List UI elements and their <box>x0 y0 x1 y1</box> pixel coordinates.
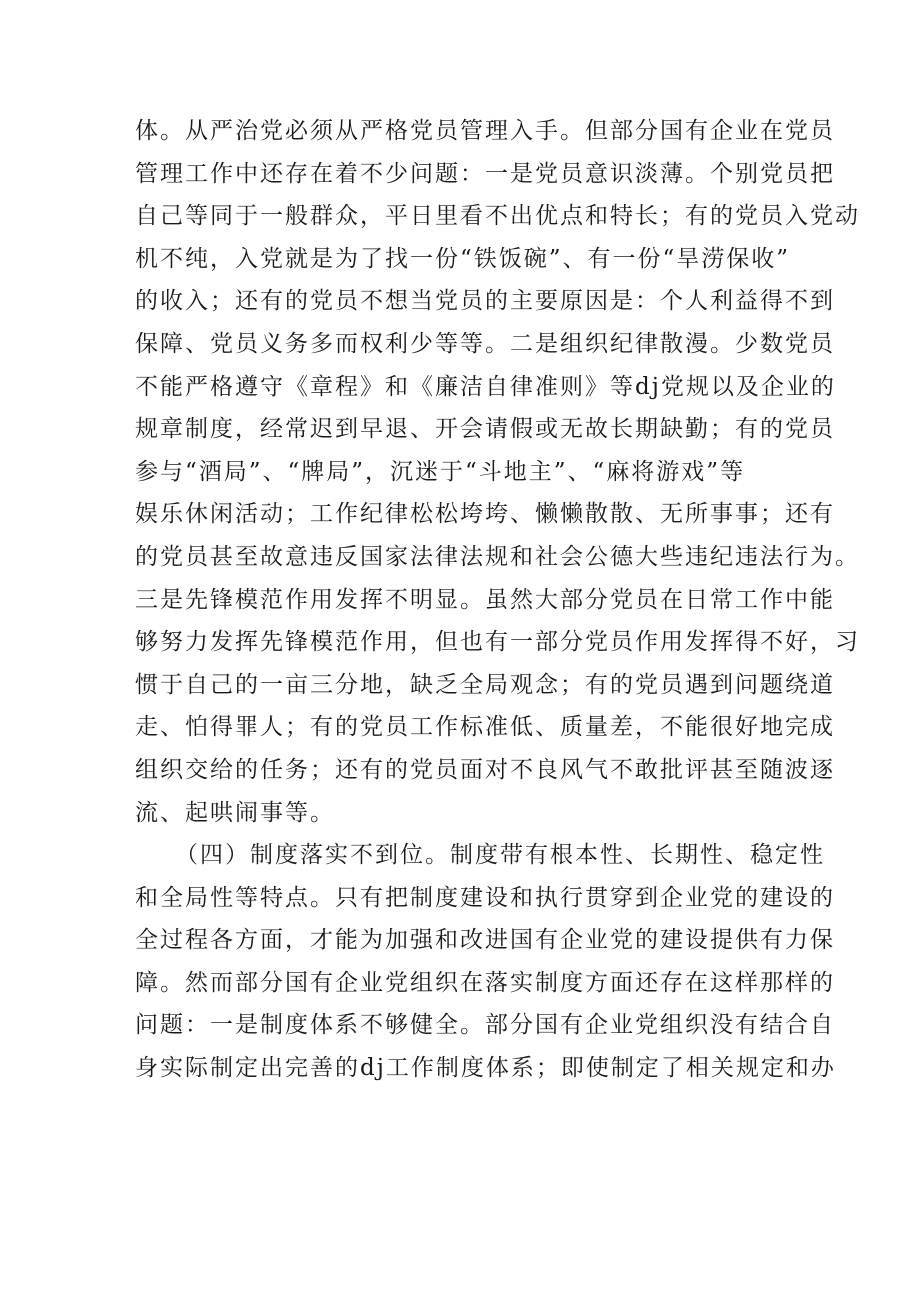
text-line: 流、起哄闹事等。 <box>135 799 335 826</box>
text-line: 走、怕得罪人；有的党员工作标准低、质量差，不能很好地完成 <box>135 714 835 741</box>
text-line: 身实际制定出完善的dj工作制度体系；即使制定了相关规定和办 <box>135 1055 836 1082</box>
text-line: 三是先锋模范作用发挥不明显。虽然大部分党员在日常工作中能 <box>135 586 835 613</box>
text-line: 娱乐休闲活动；工作纪律松松垮垮、懒懒散散、无所事事；还有 <box>135 501 835 528</box>
text-line: 参与“酒局”、“牌局”，沉迷于“斗地主”、“麻将游戏”等 <box>135 458 746 485</box>
text-line: 惯于自己的一亩三分地，缺乏全局观念；有的党员遇到问题绕道 <box>135 671 835 698</box>
text-line: 自己等同于一般群众，平日里看不出优点和特长；有的党员入党动 <box>135 203 860 230</box>
body-text <box>135 110 860 1090</box>
text-line: 规章制度，经常迟到早退、开会请假或无故长期缺勤；有的党员 <box>135 416 835 443</box>
section-heading-line: （四）制度落实不到位。制度带有根本性、长期性、稳定性 <box>175 842 825 869</box>
text-line: 管理工作中还存在着不少问题：一是党员意识淡薄。个别党员把 <box>135 160 835 187</box>
text-line: 保障、党员义务多而权利少等等。二是组织纪律散漫。少数党员 <box>135 330 835 357</box>
text-line: 体。从严治党必须从严格党员管理入手。但部分国有企业在党员 <box>135 118 835 144</box>
text-line: 的党员甚至故意违反国家法律法规和社会公德大些违纪违法行为。 <box>135 543 860 570</box>
text-line: 组织交给的任务；还有的党员面对不良风气不敢批评甚至随波逐 <box>135 756 835 783</box>
text-line: 的收入；还有的党员不想当党员的主要原因是：个人利益得不到 <box>135 288 835 315</box>
text-line: 机不纯，入党就是为了找一份“铁饭碗”、有一份“旱涝保收” <box>135 245 791 272</box>
text-line: 和全局性等特点。只有把制度建设和执行贯穿到企业党的建设的 <box>135 884 835 911</box>
text-line: 不能严格遵守《章程》和《廉洁自律准则》等dj党规以及企业的 <box>135 373 836 400</box>
text-line: 够努力发挥先锋模范作用，但也有一部分党员作用发挥得不好，习 <box>135 629 860 656</box>
text-line: 障。然而部分国有企业党组织在落实制度方面还存在这样那样的 <box>135 969 835 996</box>
text-line: 全过程各方面，才能为加强和改进国有企业党的建设提供有力保 <box>135 927 835 954</box>
text-line: 问题：一是制度体系不够健全。部分国有企业党组织没有结合自 <box>135 1012 835 1039</box>
